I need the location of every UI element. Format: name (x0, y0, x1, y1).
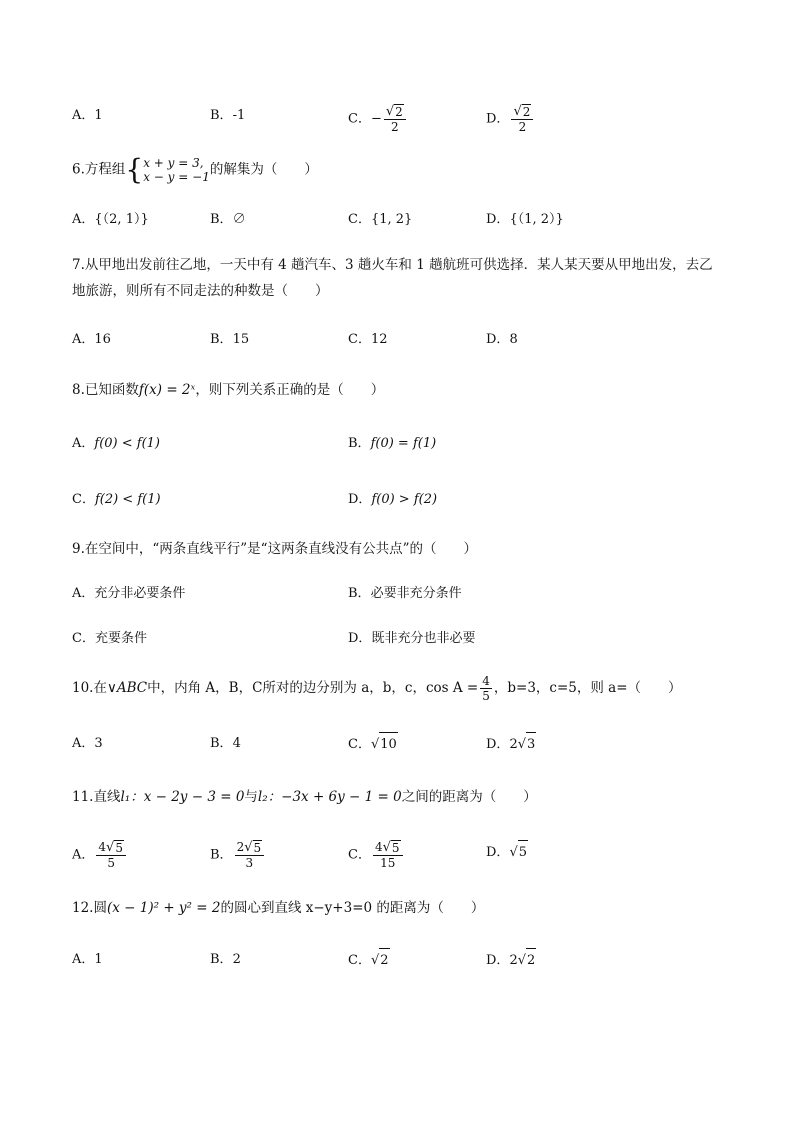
question-12: 12.圆(x − 1)² + y² = 2的圆心到直线 x−y+3=0 的距离为（ ） (72, 900, 485, 916)
q9-option-d[interactable]: D．既非充分也非必要 (348, 631, 476, 646)
q11-option-d[interactable]: D． √ 5 (486, 840, 528, 865)
q7-option-d[interactable]: D．8 (486, 332, 518, 347)
q6-option-b[interactable]: B．∅ (210, 212, 246, 227)
line-l1-equation: l₁：x − 2y − 3 = 0 (120, 789, 245, 805)
triangle-symbol: ∨ABC (106, 680, 148, 696)
q12-option-a[interactable]: A．1 (72, 952, 103, 967)
fraction: √ 2 2 (384, 104, 406, 134)
question-9: 9.在空间中，“两条直线平行”是“这两条直线没有公共点”的（ ） (72, 541, 477, 557)
q9-option-b[interactable]: B．必要非充分条件 (348, 586, 462, 601)
question-11: 11.直线l₁：x − 2y − 3 = 0与l₂：−3x + 6y − 1 = 0之间的距离为（ ） (72, 789, 537, 805)
line-l2-equation: l₂：−3x + 6y − 1 = 0 (257, 789, 402, 805)
q6-option-d[interactable]: D．{（1, 2）} (486, 212, 564, 227)
q10-options (72, 732, 754, 756)
q12-options (72, 948, 754, 972)
q11-option-a[interactable]: A． 4 √ 5 5 (72, 840, 128, 870)
question-7 (72, 254, 734, 302)
q12-option-c[interactable]: C． √ 2 (348, 948, 390, 973)
q10-option-b[interactable]: B．4 (210, 736, 241, 751)
q12-option-d[interactable]: D．2 √ 2 (486, 948, 536, 973)
equation-system: { x + y = 3, x − y = −1 (125, 153, 210, 186)
question-6: 6.方程组 { x + y = 3, x − y = −1 的解集为（ ） (72, 153, 318, 186)
q6-option-a[interactable]: A．{（2, 1）} (72, 212, 149, 227)
fraction: $\frac{4}{5}$ (482, 674, 490, 703)
q8-option-b[interactable]: B．f(0) = f(1) (348, 436, 437, 451)
q7-option-a[interactable]: A．16 (72, 332, 111, 347)
fraction: 2 √ 5 3 (235, 840, 265, 870)
q5-option-a[interactable]: A．1 (72, 108, 103, 123)
q10-option-d[interactable]: D．2 √ 3 (486, 732, 536, 757)
q9-option-a[interactable]: A．充分非必要条件 (72, 586, 186, 601)
q7-option-b[interactable]: B．15 (210, 332, 250, 347)
q6-option-c[interactable]: C．{1, 2} (348, 212, 413, 227)
q8-option-d[interactable]: D．f(0) > f(2) (348, 492, 438, 507)
q7-line-1: 7.从甲地出发前往乙地，一天中有 4 趟汽车、3 趟火车和 1 趟航班可供选择．某人某天要从甲地出发，去乙 (72, 257, 713, 273)
circle-equation: (x − 1)² + y² = 2 (106, 900, 221, 916)
question-8: 8.已知函数f(x) = 2ˣ，则下列关系正确的是（ ） (72, 382, 385, 398)
q5-option-b[interactable]: B．-1 (210, 108, 246, 123)
question-10: 10.在∨ABC中，内角 A，B，C所对的边分别为 a，b，c，cos A = $\frac{4}{5}$ ，b=3，c=5，则 a=（ ） (72, 674, 682, 703)
q11-option-b[interactable]: B． 2 √ 5 3 (210, 840, 266, 870)
q7-options (72, 328, 754, 352)
q8-options-row-2 (72, 488, 754, 512)
fraction: 4 √ 5 5 (96, 840, 126, 870)
q6-options (72, 208, 754, 232)
q7-line-2: 地旅游，则所有不同走法的种数是（ ） (72, 283, 329, 299)
q5-options (72, 104, 754, 134)
q10-option-c[interactable]: C． √ 10 (348, 732, 398, 757)
q11-option-c[interactable]: C． 4 √ 5 15 (348, 840, 405, 870)
q5-option-c[interactable]: C．− √ 2 2 (348, 104, 408, 134)
q9-option-c[interactable]: C．充要条件 (72, 631, 147, 646)
q9-options-row-1 (72, 582, 754, 606)
q10-option-a[interactable]: A．3 (72, 736, 103, 751)
q9-options-row-2 (72, 627, 754, 651)
q8-option-c[interactable]: C．f(2) < f(1) (72, 492, 161, 507)
q5-option-d[interactable]: D． √ 2 2 (486, 104, 535, 134)
fraction: √ 2 2 (511, 104, 533, 134)
q8-options-row-1 (72, 432, 754, 456)
q8-option-a[interactable]: A．f(0) < f(1) (72, 436, 160, 451)
q7-option-c[interactable]: C．12 (348, 332, 388, 347)
q11-options (72, 840, 754, 870)
fraction: 4 √ 5 15 (373, 840, 403, 870)
q12-option-b[interactable]: B．2 (210, 952, 241, 967)
function-expression: f(x) = 2ˣ (138, 382, 196, 398)
